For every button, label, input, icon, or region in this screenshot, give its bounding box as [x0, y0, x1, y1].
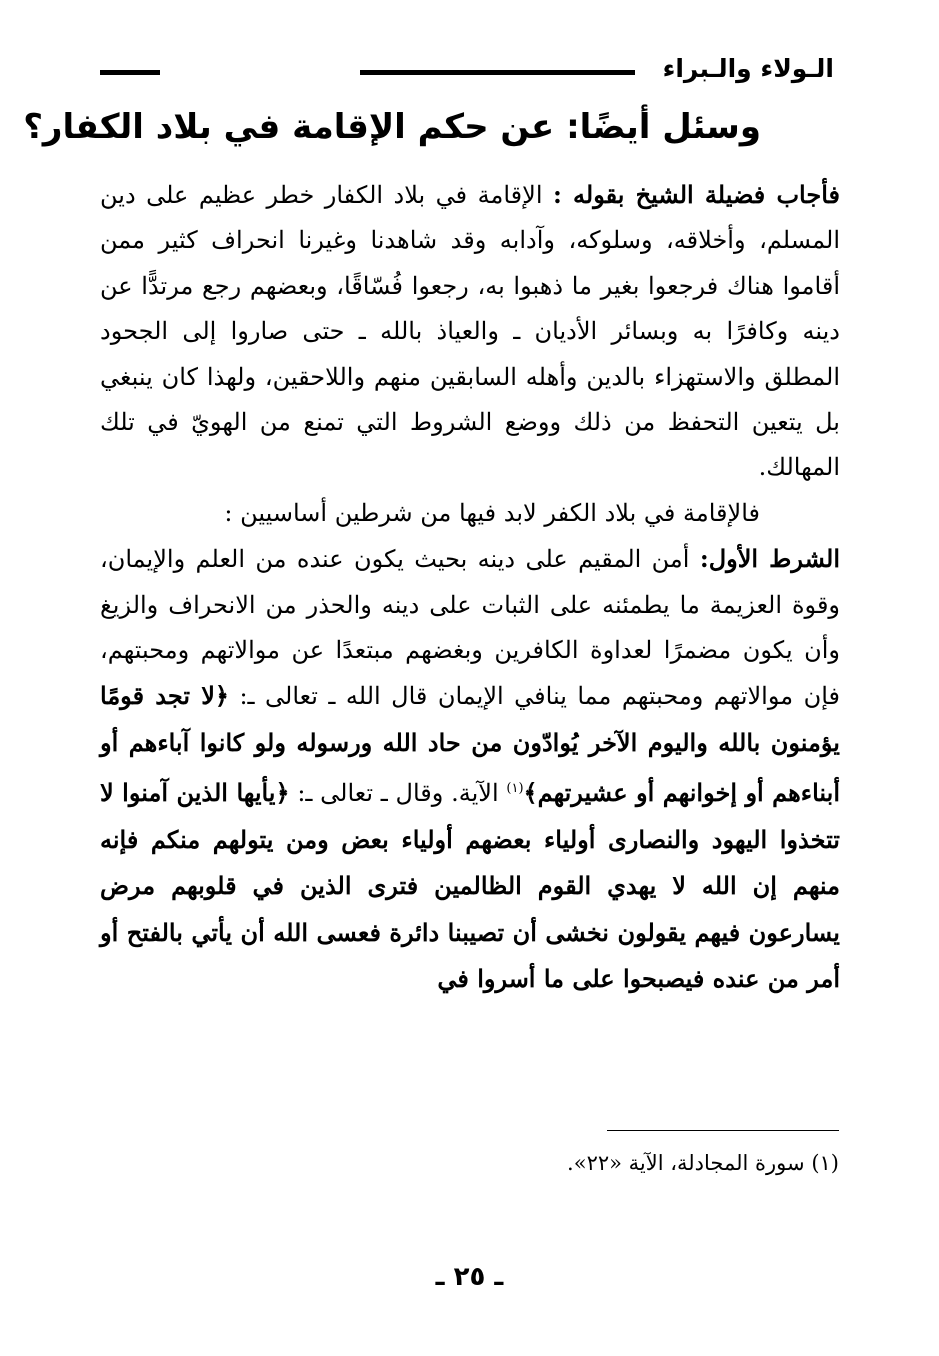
footnote-text: سورة المجادلة، الآية «٢٢».: [567, 1151, 805, 1175]
question-title: وسئل أيضًا: عن حكم الإقامة في بلاد الكفار؟: [23, 107, 761, 147]
conditions-intro: فالإقامة في بلاد الكفر لابد فيها من شرطين أساسيين :: [224, 498, 760, 527]
page-number: ـ ٢٥ ـ: [435, 1262, 504, 1292]
first-condition-paragraph: [100, 536, 840, 1002]
running-header-title: الـولاء والـبراء: [662, 54, 834, 83]
main-text: [100, 172, 840, 1002]
first-condition-lead: الشرط الأول:: [699, 544, 840, 574]
header-rule-short: [100, 70, 160, 75]
quran-verse-2: ﴿يأيها الذين آمنوا لا تتخذوا اليهود والنصارى أولياء بعضهم أولياء بعض ومن يتولهم منكم فإنه منهم إن الله لا يهدي القوم الظالمين فترى الذين في قلوبهم مرض يسارعون فيهم يقولون نخشى أن تصيبنا دائرة فعسى الله أن يأتي بالفتح أو أمر من عنده فيصبحوا على ما أسروا في: [100, 778, 840, 993]
first-condition-text: أمن المقيم على دينه بحيث يكون عنده من العلم والإيمان، وقوة العزيمة ما يطمئنه على الثبات على دينه والحذر من الانحراف والزيغ وأن يكون مضمرًا لعداوة الكافرين وبغضهم مبتعدًا عن موالاتهم ومحبتهم، فإن موالاتهم ومحبتهم مما ينافي الإيمان قال الله ـ تعالى ـ:: [100, 545, 841, 711]
answer-text: الإقامة في بلاد الكفار خطر عظيم على دين المسلم، وأخلاقه، وسلوكه، وآدابه وقد شاهدنا وغيرنا انحراف كثير ممن أقاموا هناك فرجعوا بغير ما ذهبوا به، رجعوا فُسّاقًا، وبعضهم رجع مرتدًّا عن دينه وكافرًا به وبسائر الأديان ـ والعياذ بالله ـ حتى صاروا إلى الجحود المطلق والاستهزاء بالدين وأهله السابقين منهم واللاحقين، ولهذا كان ينبغي بل يتعين التحفظ من ذلك ووضع الشروط التي تمنع من الهويّ في تلك المهالك.: [100, 181, 840, 482]
quran-verse-1: ﴿لا تجد قومًا يؤمنون بالله واليوم الآخر يُوادّون من حاد الله ورسوله ولو كانوا آباءهم أو أبناءهم أو إخوانهم أو عشيرتهم﴾: [100, 681, 840, 808]
footnote: [99, 1148, 839, 1178]
footnote-reference: (١): [506, 781, 524, 797]
answer-lead: فأجاب فضيلة الشيخ بقوله :: [552, 180, 840, 209]
answer-paragraph: [100, 172, 840, 491]
running-header: [100, 52, 840, 96]
footnote-separator: [607, 1130, 839, 1131]
header-rule-long: [360, 70, 635, 75]
footnote-number: (١): [811, 1151, 839, 1175]
after-verse-text: الآية. وقال ـ تعالى ـ:: [297, 779, 499, 808]
